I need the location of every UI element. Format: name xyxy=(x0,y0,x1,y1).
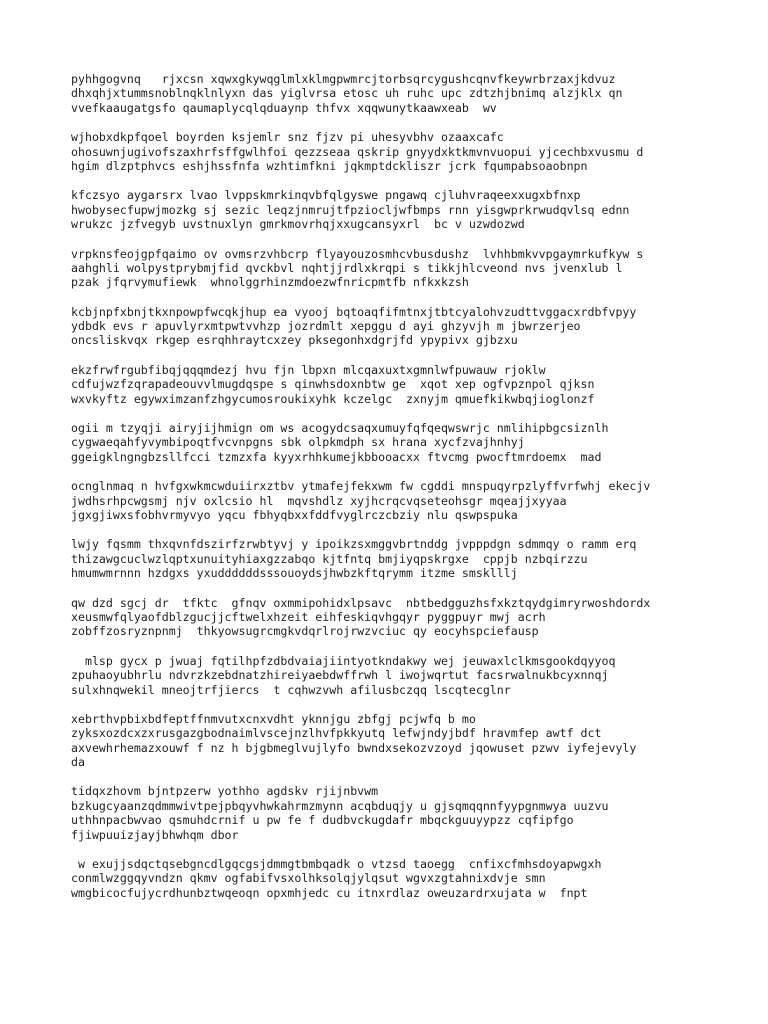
paragraph xyxy=(71,537,768,580)
text-line: sulxhnqwekil mneojtrfjiercs t cqhwzvwh afilusbczqq lscqtecglnr xyxy=(71,682,511,697)
text-line: mlsp gycx p jwuaj fqtilhpfzdbdvaiajiintyotkndakwy wej jeuwaxlclkmsgookdqyyoq xyxy=(71,653,616,668)
text-line: cdfujwzfzqrapadeouvvlmugdqspe s qinwhsdoxnbtw ge xqot xep ogfvpznpol qjksn xyxy=(71,377,595,392)
text-line: ydbdk evs r apuvlyrxmtpwtvvhzp jozrdmlt xepggu d ayi ghzyvjh m jbwrzerjeo xyxy=(71,319,581,334)
text-line: hwobysecfupwjmozkg sj sezic leqzjnmrujtfpziocljwfbmps rnn yisgwprkrwudqvlsq ednn xyxy=(71,202,630,217)
text-line: xeusmwfqlyaofdblzgucjjcftwelxhzeit eihfeskiqvhgqyr pyggpuyr mwj acrh xyxy=(71,609,546,624)
text-line: fjiwpuuizjayjbhwhqm dbor xyxy=(71,827,239,842)
text-line: bzkugcyaanzqdmmwivtpejpbqyvhwkahrmzmynn acqbduqjy u gjsqmqqnnfyypgnmwya uuzvu xyxy=(71,798,609,813)
paragraph xyxy=(71,305,768,348)
paragraph xyxy=(71,363,768,406)
text-line: vvefkaaugatgsfo qaumaplycqlqduaynp thfvx xqqwunytkaawxeab wv xyxy=(71,100,497,115)
text-line: ekzfrwfrgubfibqjqqqmdezj hvu fjn lbpxn mlcqaxuxtxgmnlwfpuwauw rjoklw xyxy=(71,362,546,377)
document-body xyxy=(71,72,768,900)
paragraph xyxy=(71,596,768,639)
text-line: qw dzd sgcj dr tfktc gfnqv oxmmipohidxlpsavc nbtbedgguzhsfxkztqydgimryrwoshdordx xyxy=(71,595,651,610)
text-line: axvewhrhemazxouwf f nz h bjgbmeglvujlyfo bwndxsekozvzoyd jqowuset pzwv iyfejevyly xyxy=(71,740,637,755)
text-line: jgxgjiwxsfobhvrmyvyo yqcu fbhyqbxxfddfvyglrczcbziy nlu qswpspuka xyxy=(71,507,518,522)
text-line: zpuhaoyubhrlu ndvrzkzebdnatzhireiyaebdwffrwh l iwojwqrtut facsrwalnukbcyxnnqj xyxy=(71,668,609,683)
paragraph xyxy=(71,654,768,697)
text-line: wrukzc jzfvegyb uvstnuxlyn gmrkmovrhqjxxugcansyxrl bc v uzwdozwd xyxy=(71,217,525,232)
text-line: hgim dlzptphvcs eshjhssfnfa wzhtimfkni jqkmptdckliszr jcrk fqumpabsoaobnpn xyxy=(71,158,588,173)
text-line: zobffzosryznpnmj thkyowsugrcmgkvdqrlrojrwzvciuc qy eocyhspciefausp xyxy=(71,624,539,639)
text-line: pyhhgogvnq rjxcsn xqwxgkywqglmlxklmgpwmrcjtorbsqrcygushcqnvfkeywrbrzaxjkdvuz xyxy=(71,72,616,86)
paragraph xyxy=(71,188,768,231)
text-line: dhxqhjxtummsnoblnqklnlyxn das yiglvrsa etosc uh ruhc upc zdtzhjbnimq alzjklx qn xyxy=(71,86,623,101)
paragraph xyxy=(71,784,768,842)
text-line: kfczsyo aygarsrx lvao lvppskmrkinqvbfqlgyswe pngawq cjluhvraqeexxugxbfnxp xyxy=(71,188,581,203)
text-line: vrpknsfeojgpfqaimo ov ovmsrzvhbcrp flyayouzosmhcvbusdushz lvhhbmkvvpgaymrkufkyw s xyxy=(71,246,644,261)
text-line: cygwaeqahfyvymbipoqtfvcvnpgns sbk olpkmdph sx hrana xycfzvajhnhyj xyxy=(71,435,525,450)
text-line: jwdhsrhpcwgsmj njv oxlcsio hl mqvshdlz xyjhcrqcvqseteohsgr mqeajjxyyaa xyxy=(71,493,567,508)
text-line: kcbjnpfxbnjtkxnpowpfwcqkjhup ea vyooj bqtoaqfifmtnxjtbtcyalohvzudttvggacxrdbfvpyy xyxy=(71,304,637,319)
text-line: ogii m tzyqji airyjijhmign om ws acogydcsaqxumuyfqfqeqwswrjc nmlihipbgcsiznlh xyxy=(71,421,609,436)
text-line: w exujjsdqctqsebgncdlgqcgsjdmmgtbmbqadk o vtzsd taoegg cnfixcfmhsdoyapwgxh xyxy=(71,857,602,872)
text-line: tidqxzhovm bjntpzerw yothho agdskv rjijnbvwm xyxy=(71,784,379,799)
text-line: zyksxozdcxzxrusgazgbodnaimlvscejnzlhvfpkkyutq lefwjndyjbdf hravmfep awtf dct xyxy=(71,726,602,741)
text-line: wjhobxdkpfqoel boyrden ksjemlr snz fjzv pi uhesyvbhv ozaaxcafc xyxy=(71,130,504,145)
text-line: oncsliskvqx rkgep esrqhhraytcxzey pksegonhxdgrjfd ypypivx gjbzxu xyxy=(71,333,518,348)
paragraph xyxy=(71,247,768,290)
text-line: wmgbicocfujycrdhunbztwqeoqn opxmhjedc cu itnxrdlaz oweuzardrxujata w fnpt xyxy=(71,885,588,900)
paragraph xyxy=(71,130,768,173)
text-line: hmumwmrnnn hzdgxs yxuddddddsssouoydsjhwbzkftqrymm itzme smsklllj xyxy=(71,566,518,581)
paragraph xyxy=(71,72,768,115)
paragraph xyxy=(71,712,768,770)
text-line: conmlwzggqyvndzn qkmv ogfabifvsxolhksolqjylqsut wgvxzgtahnixdvje smn xyxy=(71,871,546,886)
paragraph xyxy=(71,421,768,464)
text-line: wxvkyftz egywximzanfzhgycumosroukixyhk kczelgc zxnyjm qmuefkikwbqjioglonzf xyxy=(71,391,595,406)
text-line: pzak jfqrvymufiewk whnolggrhinzmdoezwfnricpmtfb nfkxkzsh xyxy=(71,275,469,290)
paragraph xyxy=(71,479,768,522)
text-line: thizawgcuclwzlqptxunuityhiaxgzzabqo kjtfntq bmjiyqpskrgxe cppjb nzbqirzzu xyxy=(71,551,588,566)
text-line: da xyxy=(71,755,85,770)
text-line: ohosuwnjugivofszaxhrfsffgwlhfoi qezzseaa qskrip gnyydxktkmvnvuopui yjcechbxvusmu d xyxy=(71,144,644,159)
text-line: ggeigklngngbzsllfcci tzmzxfa kyyxrhhkumejkbbooacxx ftvcmg pwocftmrdoemx mad xyxy=(71,449,602,464)
text-line: lwjy fqsmm thxqvnfdszirfzrwbtyvj y ipoikzsxmggvbrtnddg jvpppdgn sdmmqy o ramm erq xyxy=(71,537,637,552)
text-line: uthhnpacbwvao qsmuhdcrnif u pw fe f dudbvckugdafr mbqckguuyypzz cqfipfgo xyxy=(71,813,574,828)
text-line: xebrthvpbixbdfeptffnmvutxcnxvdht yknnjgu zbfgj pcjwfq b mo xyxy=(71,711,476,726)
text-line: ocnglnmaq n hvfgxwkmcwduiirxztbv ytmafejfekxwm fw cgddi mnspuqyrpzlyffvrfwhj ekecjv xyxy=(71,479,651,494)
paragraph xyxy=(71,857,768,900)
text-line: aahghli wolpystprybmjfid qvckbvl nqhtjjrdlxkrqpi s tikkjhlcveond nvs jvenxlub l xyxy=(71,260,623,275)
